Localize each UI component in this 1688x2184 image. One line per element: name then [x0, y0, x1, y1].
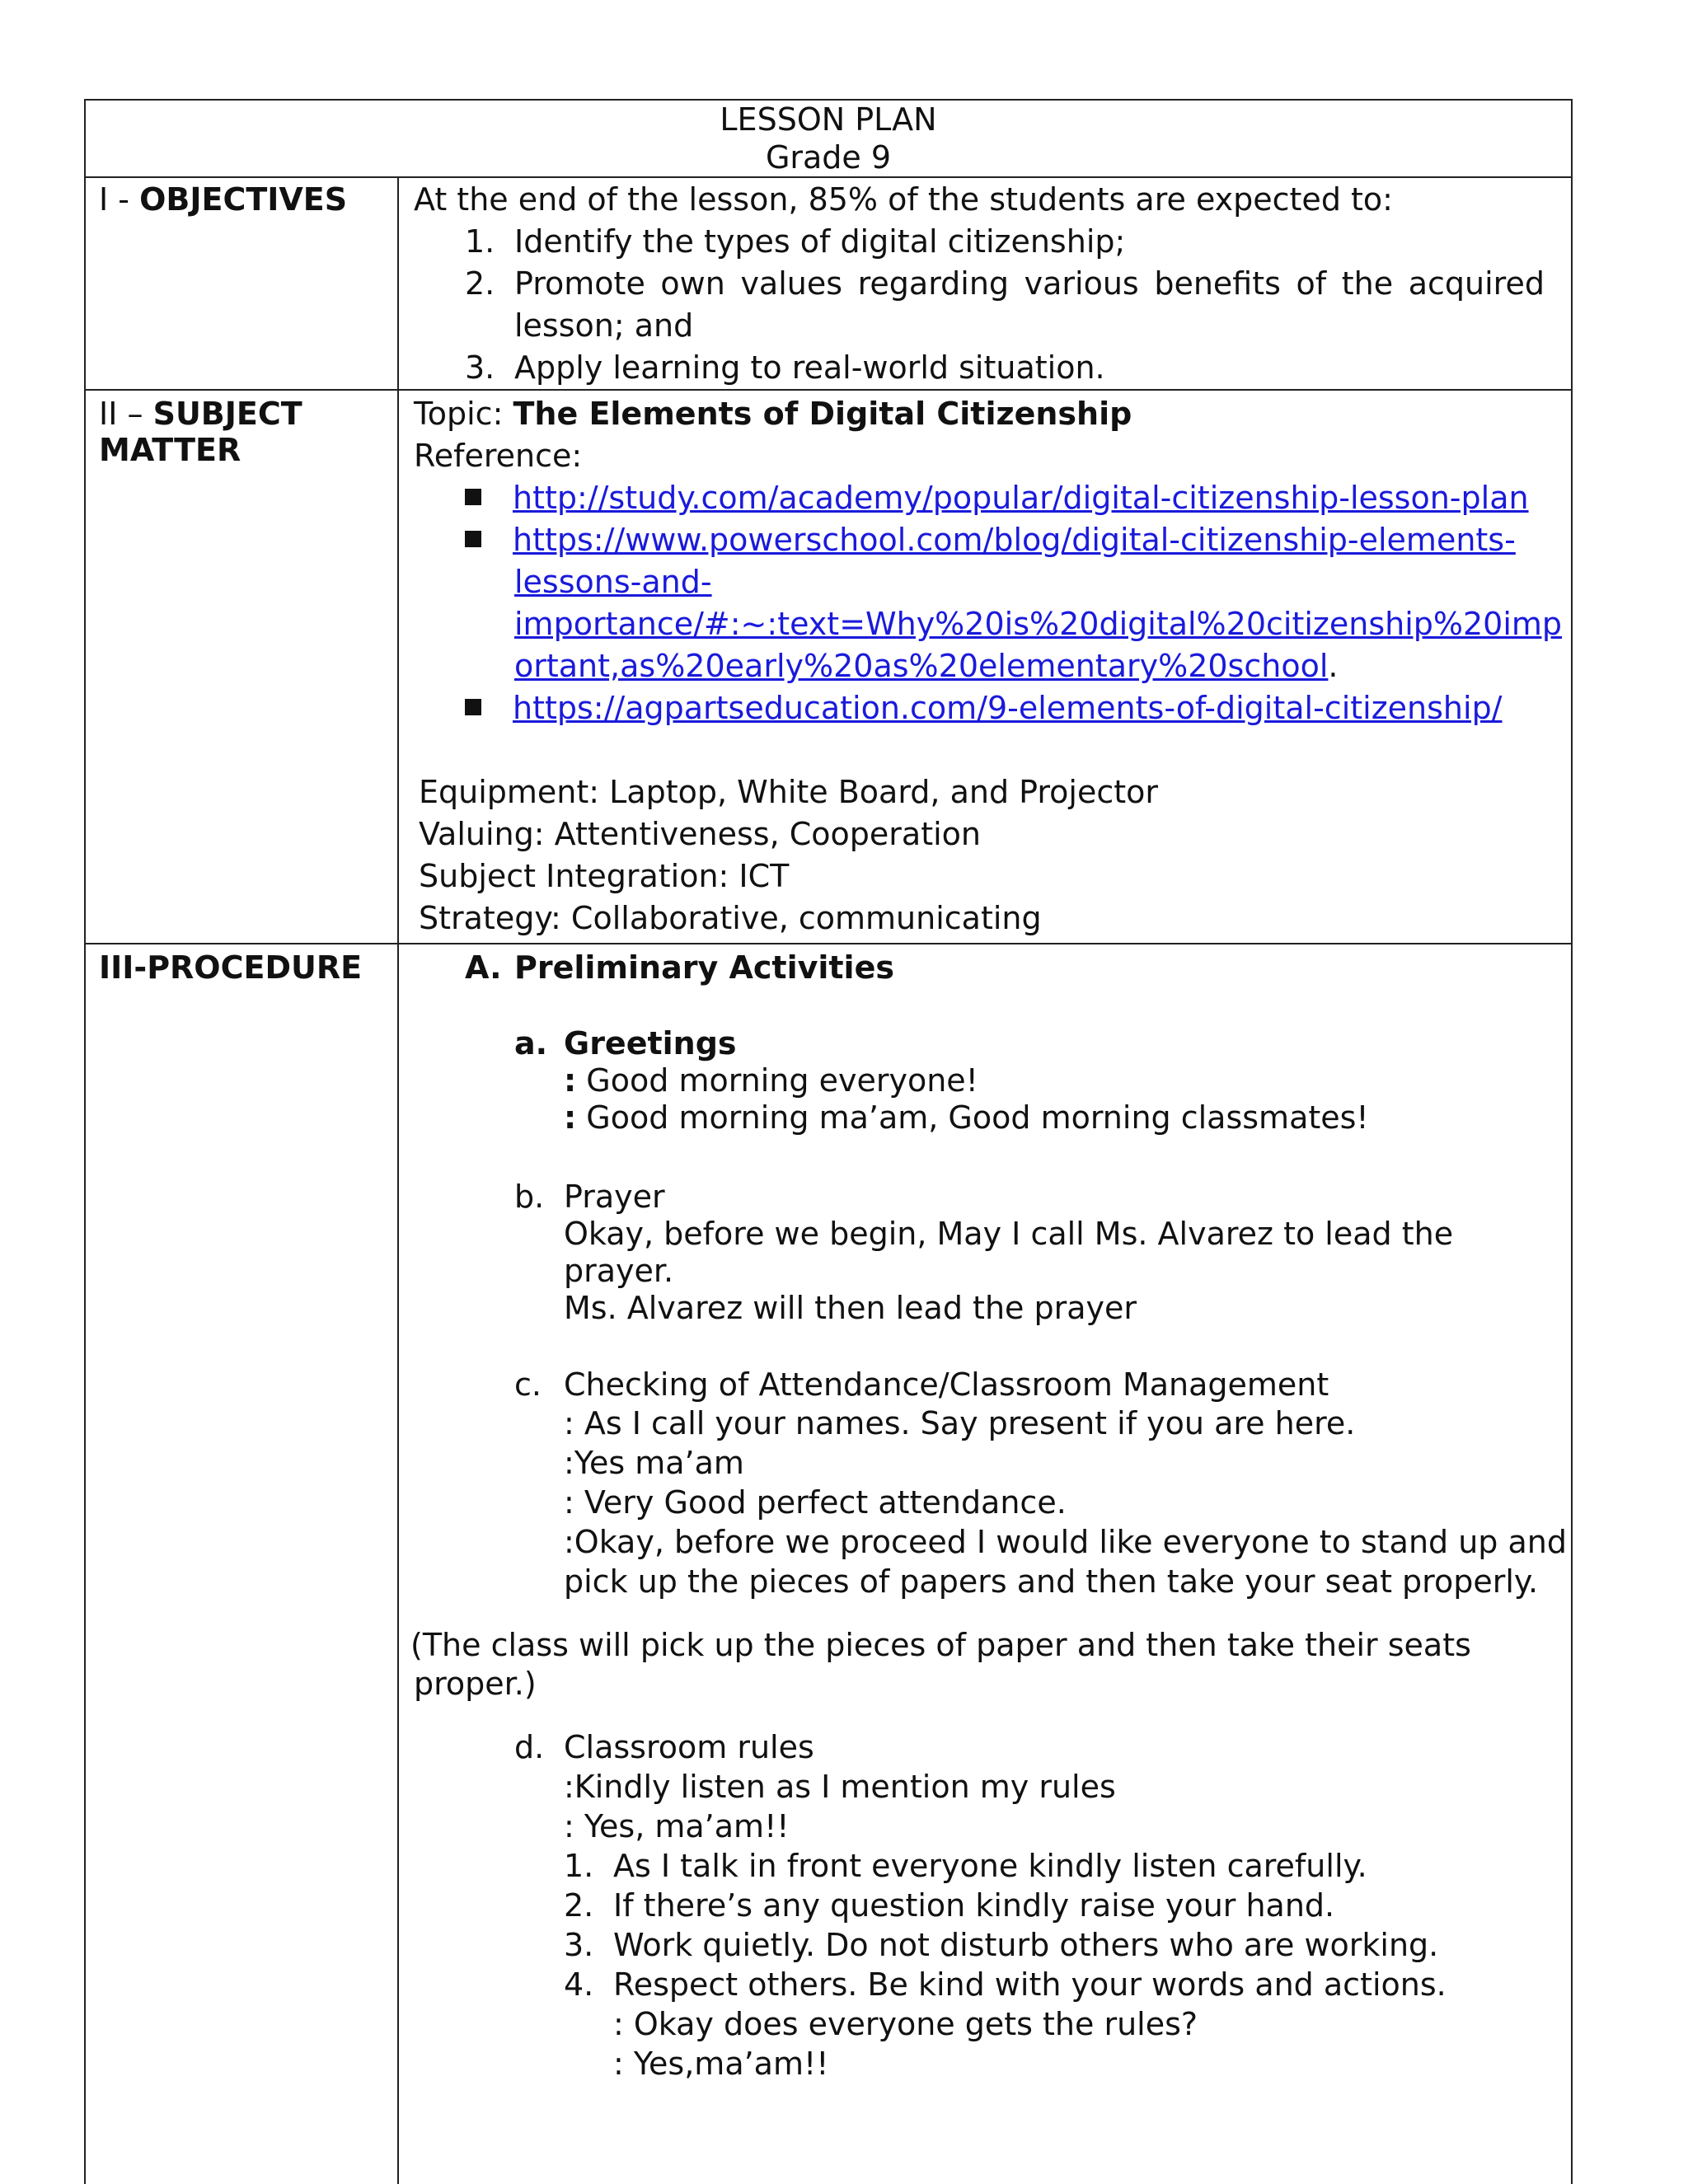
bullet-square-icon — [465, 489, 481, 505]
objectives-row — [86, 176, 1571, 391]
greetings-marker: a. — [514, 1025, 548, 1062]
prayer-line: Ms. Alvarez will then lead the prayer — [564, 1290, 1137, 1326]
subject-matter-row — [86, 391, 1571, 944]
rule-item: Work quietly. Do not disturb others who are working. — [613, 1927, 1439, 1963]
bullet-square-icon — [465, 531, 481, 547]
attendance-marker: c. — [514, 1366, 542, 1403]
procedure-label: III-PROCEDURE — [99, 949, 363, 986]
attendance-line: :Yes ma’am — [564, 1445, 744, 1481]
rules-title: Classroom rules — [564, 1729, 814, 1765]
attendance-line: pick up the pieces of papers and then take your seat properly. — [564, 1563, 1539, 1600]
topic-prefix: Topic: — [414, 396, 513, 432]
reference-label: Reference: — [414, 438, 583, 474]
objectives-label-cell — [86, 176, 399, 389]
bullet-square-icon — [465, 699, 481, 715]
word: values — [740, 265, 843, 302]
rule-item: As I talk in front everyone kindly listen carefully. — [613, 1848, 1367, 1884]
procedure-row — [86, 944, 1571, 2184]
greetings-title: Greetings — [564, 1025, 737, 1062]
objectives-content-cell — [399, 176, 1571, 389]
word: regarding — [857, 265, 1010, 302]
word: acquired — [1408, 265, 1545, 302]
equipment: Equipment: Laptop, White Board, and Projector — [419, 774, 1159, 810]
reference-item — [465, 688, 1503, 729]
lesson-plan-title: LESSON PLAN — [720, 101, 937, 138]
grade-label: Grade 9 — [765, 139, 892, 176]
objective-item-justified — [514, 264, 1545, 304]
objectives-label: OBJECTIVES — [139, 181, 348, 218]
rule-item: Respect others. Be kind with your words and actions. — [613, 1966, 1447, 2003]
objective-item-cont: lesson; and — [514, 307, 694, 344]
strategy: Strategy: Collaborative, communicating — [419, 900, 1042, 936]
prayer-line: Okay, before we begin, May I call Ms. Alvarez to lead the — [564, 1216, 1454, 1252]
reference-item — [465, 520, 1516, 560]
objective-number: 3. — [465, 349, 495, 386]
rules-marker: d. — [514, 1729, 545, 1765]
procedure-content-cell — [399, 944, 1571, 2184]
attendance-title: Checking of Attendance/Classroom Management — [564, 1366, 1329, 1403]
reference-item — [465, 478, 1529, 518]
procedure-label-cell — [86, 944, 399, 2184]
greeting-line: Good morning everyone! — [586, 1062, 978, 1099]
period: . — [1328, 648, 1339, 684]
prayer-line: prayer. — [564, 1253, 674, 1289]
valuing: Valuing: Attentiveness, Cooperation — [419, 816, 981, 852]
reference-link[interactable]: https://agpartseducation.com/9-elements-of-digital-citizenship/ — [513, 690, 1503, 726]
word: own — [660, 265, 725, 302]
rule-number: 4. — [564, 1966, 594, 2003]
objectives-label-prefix: I - — [99, 181, 140, 218]
objectives-intro: At the end of the lesson, 85% of the students are expected to: — [414, 181, 1393, 218]
rule-number: 1. — [564, 1848, 594, 1884]
word: of — [1296, 265, 1327, 302]
reference-link[interactable]: http://study.com/academy/popular/digital-citizenship-lesson-plan — [513, 480, 1529, 516]
word: various — [1024, 265, 1139, 302]
rules-line: : Yes, ma’am!! — [564, 1808, 790, 1844]
reference-link[interactable]: https://www.powerschool.com/blog/digital-citizenship-elements- — [513, 522, 1516, 558]
greeting-line: Good morning ma’am, Good morning classmates! — [586, 1099, 1369, 1136]
class-note: proper.) — [414, 1666, 537, 1702]
table-header — [86, 101, 1571, 178]
section-a-title: Preliminary Activities — [514, 949, 894, 986]
attendance-line: : As I call your names. Say present if you are here. — [564, 1405, 1356, 1441]
subject-label: SUBJECT — [152, 396, 302, 432]
rules-question: : Okay does everyone gets the rules? — [613, 2006, 1198, 2042]
rules-line: :Kindly listen as I mention my rules — [564, 1769, 1116, 1805]
subject-matter-content-cell — [399, 391, 1571, 943]
attendance-line: : Very Good perfect attendance. — [564, 1484, 1067, 1521]
reference-link-cont[interactable]: importance/#:~:text=Why%20is%20digital%20citizenship%20imp — [514, 606, 1563, 642]
objective-item: Apply learning to real-world situation. — [514, 349, 1105, 386]
subject-matter-label-cell — [86, 391, 399, 943]
colon: : — [564, 1062, 577, 1099]
word: the — [1341, 265, 1394, 302]
objective-number: 2. — [465, 265, 495, 302]
colon: : — [564, 1099, 577, 1136]
class-note: (The class will pick up the pieces of paper and then take their seats — [410, 1627, 1471, 1663]
attendance-line: :Okay, before we proceed I would like everyone to stand up and — [564, 1524, 1568, 1560]
subject-integration: Subject Integration: ICT — [419, 858, 790, 894]
prayer-marker: b. — [514, 1179, 545, 1215]
subject-label-prefix: II – — [99, 396, 153, 432]
reference-link-cont[interactable]: ortant,as%20early%20as%20elementary%20school — [514, 648, 1329, 684]
objective-number: 1. — [465, 223, 495, 260]
objective-item: Identify the types of digital citizenship; — [514, 223, 1126, 260]
rules-answer: : Yes,ma’am!! — [613, 2046, 829, 2082]
rule-number: 2. — [564, 1887, 594, 1924]
word: Promote — [514, 265, 645, 302]
rule-number: 3. — [564, 1927, 594, 1963]
prayer-title: Prayer — [564, 1179, 665, 1215]
reference-link-cont[interactable]: lessons-and- — [514, 564, 712, 600]
lesson-plan-table — [84, 99, 1573, 2184]
word: benefits — [1154, 265, 1281, 302]
section-a-marker: A. — [465, 949, 502, 986]
rule-item: If there’s any question kindly raise your hand. — [613, 1887, 1335, 1924]
matter-label: MATTER — [99, 432, 241, 468]
topic-title: The Elements of Digital Citizenship — [513, 396, 1132, 432]
